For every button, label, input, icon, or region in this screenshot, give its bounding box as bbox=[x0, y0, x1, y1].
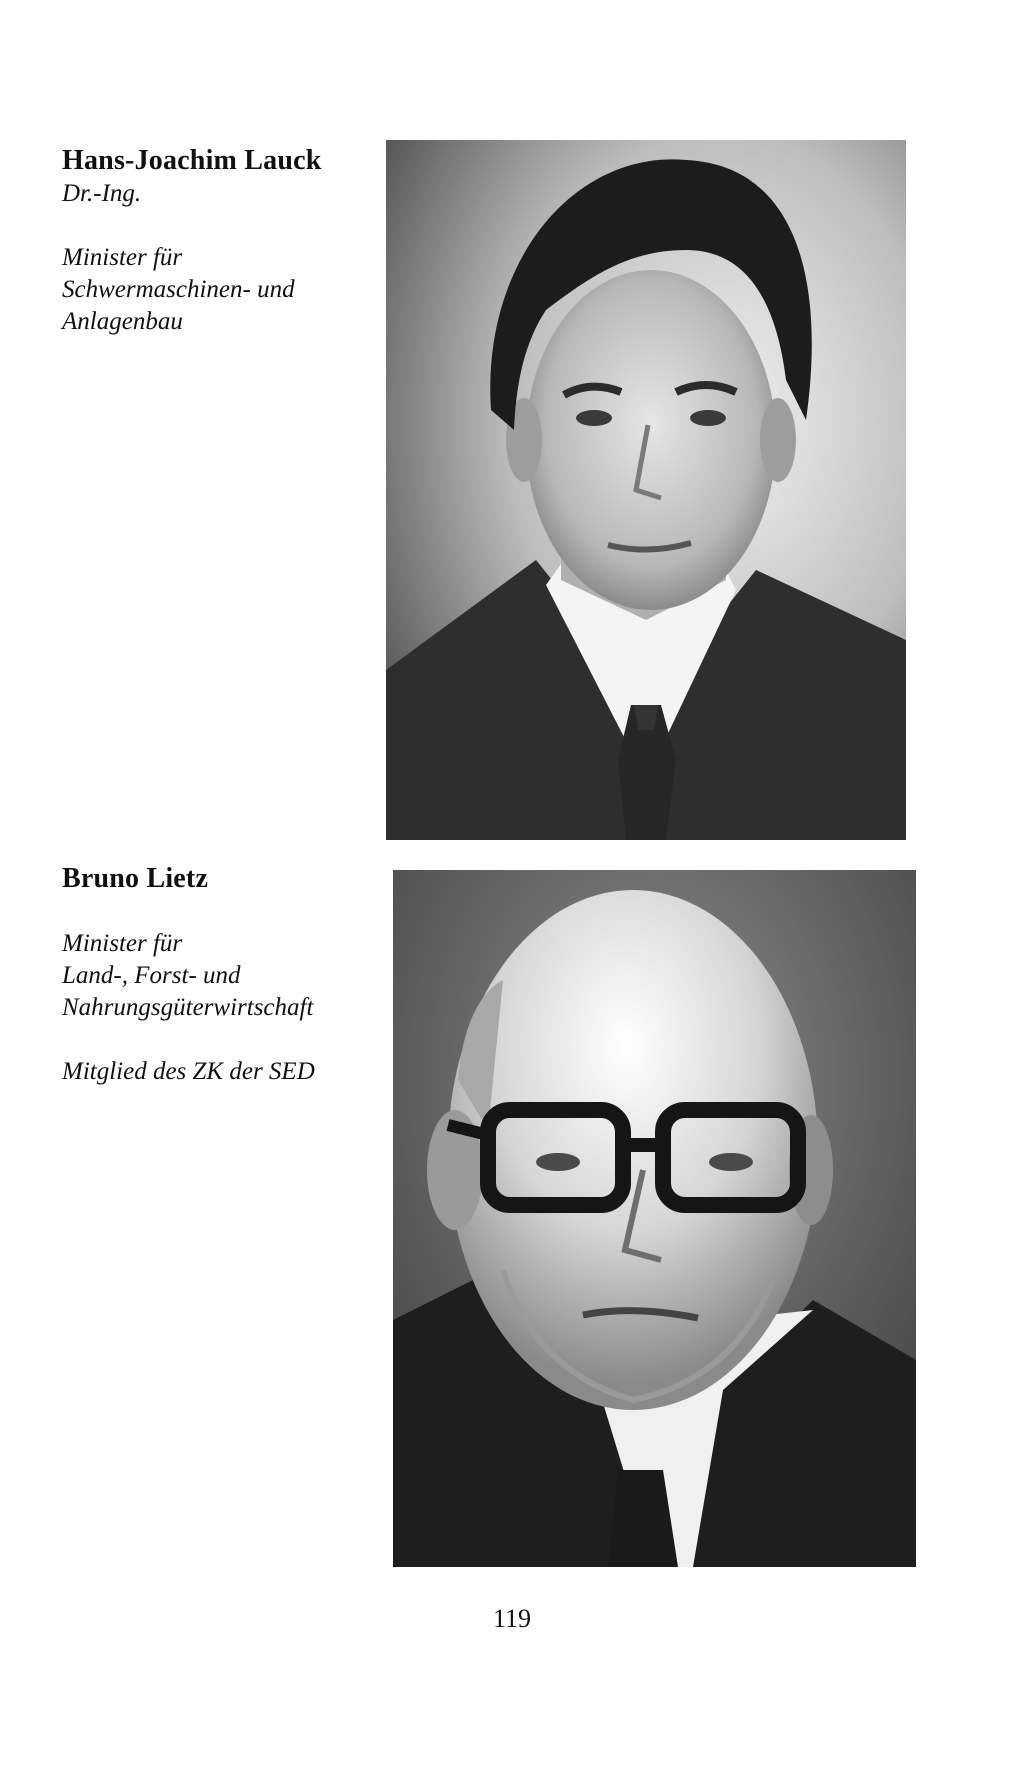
role-line: Schwermaschinen- und bbox=[62, 276, 295, 303]
person-name: Hans-Joachim Lauck bbox=[62, 145, 322, 176]
portrait-illustration bbox=[386, 140, 906, 840]
page-number: 119 bbox=[492, 1604, 532, 1633]
role-line: Minister für bbox=[62, 930, 183, 957]
entry-lauck-text bbox=[62, 144, 322, 338]
portrait-photo-lauck bbox=[386, 140, 906, 840]
academic-title: Dr.-Ing. bbox=[62, 180, 142, 207]
membership-line: Mitglied des ZK der SED bbox=[62, 1058, 315, 1085]
role-line: Minister für bbox=[62, 244, 183, 271]
role-line: Land-, Forst- und bbox=[62, 962, 241, 989]
person-name: Bruno Lietz bbox=[62, 863, 209, 894]
portrait-illustration bbox=[393, 870, 916, 1567]
role-line: Anlagenbau bbox=[62, 308, 183, 335]
entry-lietz-text bbox=[62, 862, 315, 1088]
portrait-photo-lietz bbox=[393, 870, 916, 1567]
role-line: Nahrungsgüterwirtschaft bbox=[62, 994, 314, 1021]
